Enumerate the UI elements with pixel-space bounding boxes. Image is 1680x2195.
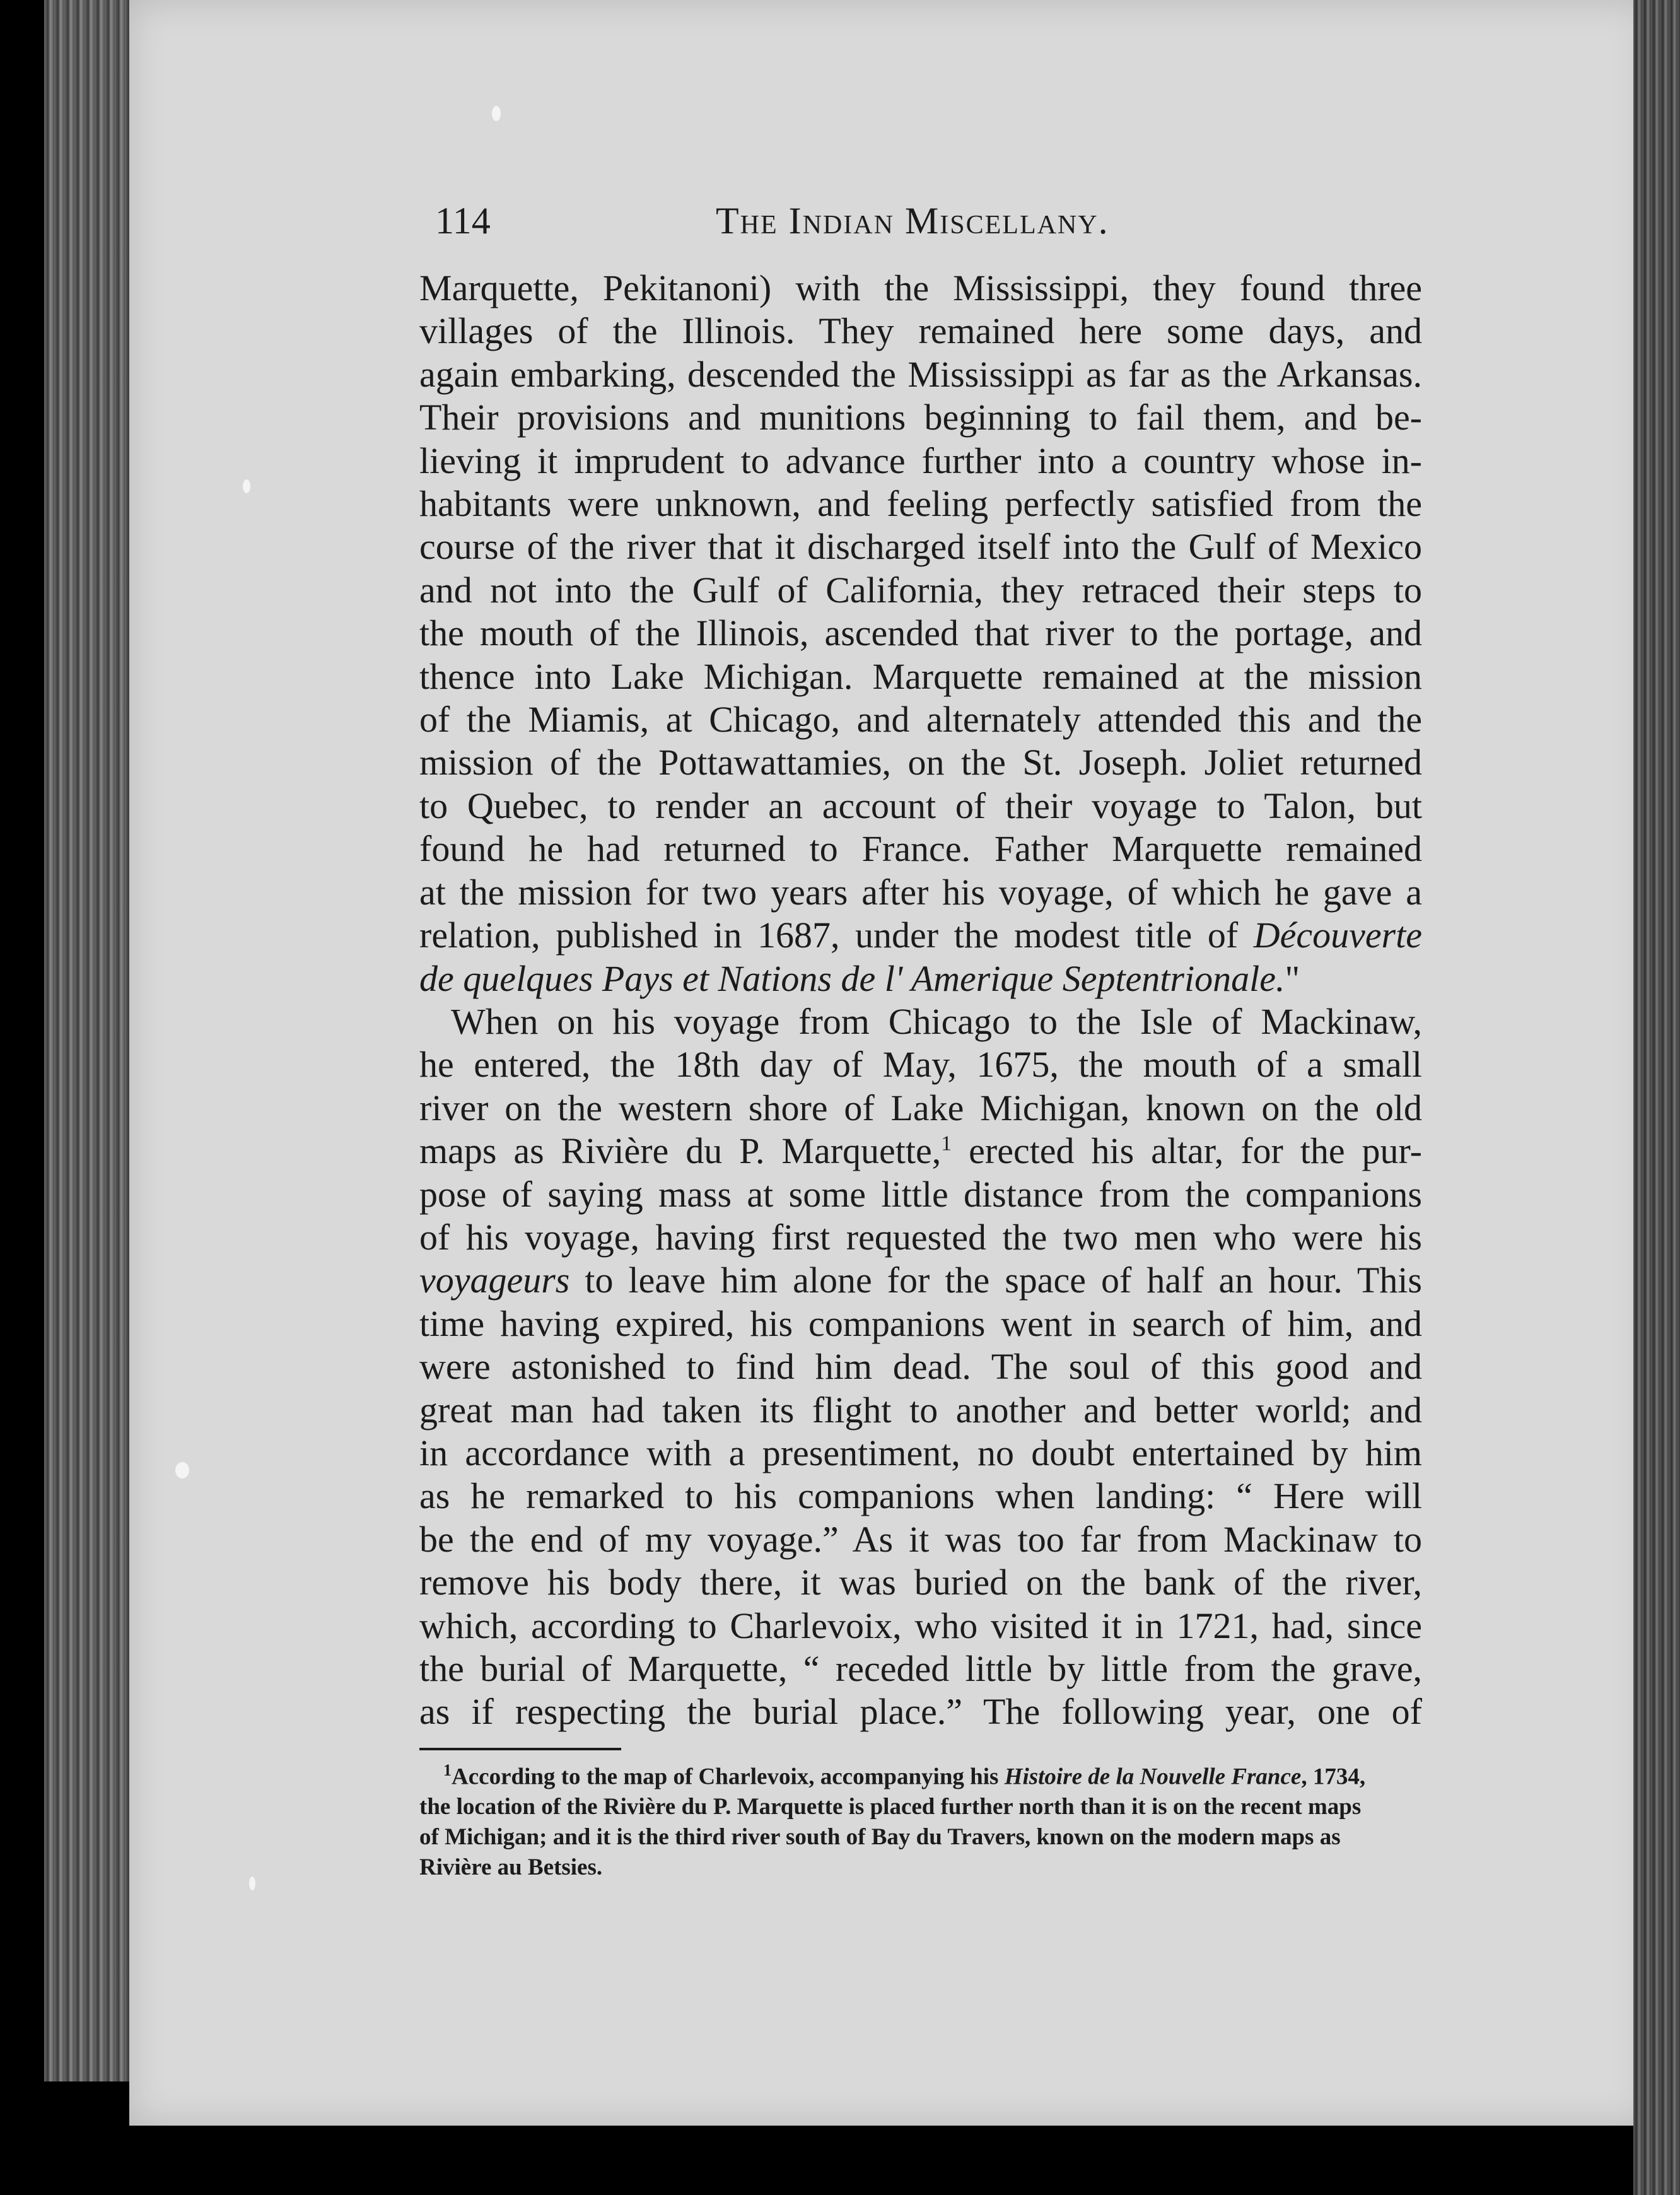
text-line	[419, 957, 1422, 1000]
text-line	[419, 914, 1422, 957]
page-number: 114	[435, 200, 491, 242]
book-page-edges-right	[1633, 0, 1680, 2195]
text-line: lieving it imprudent to advance further into a country whose in-	[419, 440, 1422, 481]
text-line: in accordance with a presentiment, no doubt entertained by him	[419, 1432, 1422, 1473]
text-line: habitants were unknown, and feeling perfectly satisfied from the	[419, 483, 1422, 525]
text-line: which, according to Charlevoix, who visited it in 1721, had, since	[419, 1605, 1422, 1646]
paragraph-1	[419, 267, 1422, 1000]
text-line: he entered, the 18th day of May, 1675, the mouth of a small	[419, 1044, 1422, 1086]
footnote-divider	[419, 1748, 621, 1750]
running-title: The Indian Miscellany.	[716, 200, 1109, 242]
text-line: villages of the Illinois. They remained here some days, and	[419, 310, 1422, 352]
body-text	[419, 267, 1422, 1734]
text-line	[419, 1259, 1422, 1302]
text-line: course of the river that it discharged itself into the Gulf of Mexico	[419, 526, 1422, 568]
text-line: to Quebec, to render an account of their voyage to Talon, but	[419, 785, 1422, 826]
text-line: be the end of my voyage.” As it was too far from Mackinaw to	[419, 1518, 1422, 1560]
text-line: were astonished to find him dead. The soul of this good and	[419, 1346, 1422, 1388]
text-fragment: According to the map of Charlevoix, accompanying his	[452, 1764, 1005, 1790]
text-line: great man had taken its flight to another and better world; and	[419, 1389, 1422, 1431]
footnote-line	[419, 1755, 1422, 1792]
text-line: at the mission for two years after his voyage, of which he gave a	[419, 871, 1422, 913]
dust-speck	[492, 106, 501, 121]
italic-title: de quelques Pays et Nations de l' Amerique Septentrionale.	[419, 957, 1285, 999]
dust-speck	[243, 479, 250, 493]
text-line: again embarking, descended the Mississippi as far as the Arkansas.	[419, 353, 1422, 395]
text-line: of the Miamis, at Chicago, and alternately attended this and the	[419, 699, 1422, 740]
text-line: When on his voyage from Chicago to the Isle of Mackinaw,	[451, 1000, 1422, 1042]
text-line: of his voyage, having first requested the two men who were his	[419, 1216, 1422, 1258]
text-line: found he had returned to France. Father Marquette remained	[419, 828, 1422, 870]
text-column	[419, 192, 1422, 1883]
dust-speck	[249, 1876, 255, 1890]
text-line: pose of saying mass at some little distance from the companions	[419, 1173, 1422, 1215]
close-quote: "	[1285, 957, 1300, 999]
text-line: and not into the Gulf of California, they retraced their steps to	[419, 569, 1422, 611]
text-line: the mouth of the Illinois, ascended that river to the portage, and	[419, 612, 1422, 654]
italic-title: Histoire de la Nouvelle France	[1004, 1764, 1302, 1790]
footnote-reference: 1	[941, 1132, 952, 1156]
text-line: as if respecting the burial place.” The following year, one of	[419, 1691, 1422, 1733]
dust-speck	[175, 1462, 189, 1478]
footnote-line: Rivière au Betsies.	[419, 1854, 603, 1881]
text-fragment: erected his altar, for the pur-	[952, 1130, 1422, 1172]
text-line: Their provisions and munitions beginning to fail them, and be-	[419, 397, 1422, 438]
footnote-line: of Michigan; and it is the third river south of Bay du Travers, known on the modern maps as	[419, 1824, 1341, 1851]
text-line	[419, 1130, 1422, 1173]
text-fragment: maps as Rivière du P. Marquette,	[419, 1130, 942, 1172]
text-line: river on the western shore of Lake Michigan, known on the old	[419, 1087, 1422, 1128]
footnote	[419, 1755, 1422, 1883]
text-line: time having expired, his companions went in search of him, and	[419, 1302, 1422, 1344]
text-line: Marquette, Pekitanoni) with the Mississippi, they found three	[419, 267, 1422, 308]
page-header	[419, 192, 1422, 249]
text-line: the burial of Marquette, “ receded little by little from the grave,	[419, 1648, 1422, 1689]
text-fragment: , 1734,	[1301, 1764, 1366, 1790]
text-line: as he remarked to his companions when landing: “ Here will	[419, 1475, 1422, 1517]
text-fragment: relation, published in 1687, under the modest title of	[419, 915, 1239, 956]
text-fragment: to leave him alone for the space of half an hour. This	[569, 1260, 1422, 1301]
book-page-edges-left	[44, 0, 139, 2081]
text-line: mission of the Pottawattamies, on the St. Joseph. Joliet returned	[419, 742, 1422, 783]
text-line: thence into Lake Michigan. Marquette remained at the mission	[419, 655, 1422, 697]
italic-title: Découverte	[1253, 915, 1422, 956]
footnote-line: the location of the Rivière du P. Marquette is placed further north than it is on the recent maps	[419, 1794, 1362, 1820]
italic-word: voyageurs	[419, 1260, 570, 1301]
footnote-marker: 1	[443, 1760, 452, 1779]
text-line: remove his body there, it was buried on the bank of the river,	[419, 1562, 1422, 1603]
paragraph-2	[419, 1000, 1422, 1734]
